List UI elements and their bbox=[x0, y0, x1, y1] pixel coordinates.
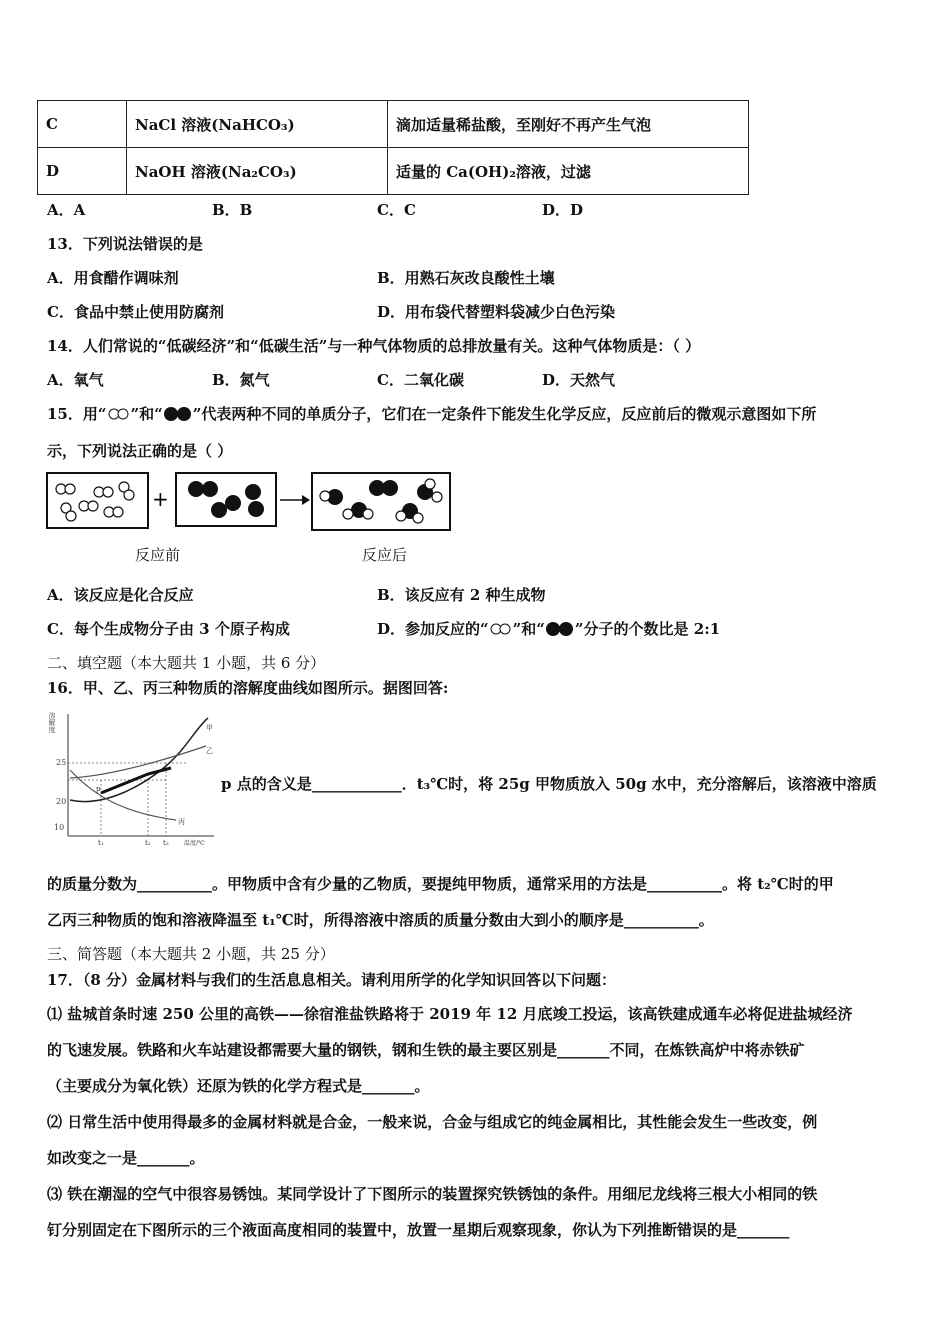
x-tick: t₂ bbox=[145, 839, 151, 847]
table-cell: 适量的 Ca(OH)₂溶液，过滤 bbox=[388, 148, 749, 195]
q13-option-a: A．用食醋作调味剂 bbox=[47, 269, 179, 287]
q13-option-b: B．用熟石灰改良酸性土壤 bbox=[377, 269, 555, 287]
black-molecule-icon bbox=[163, 406, 193, 422]
section-2-heading: 二、填空题（本大题共 1 小题，共 6 分） bbox=[47, 654, 326, 672]
q15-stem-line1: 15．用“ ”和“ ”代表两种不同的单质分子，它们在一定条件下能发生化学反应，反应前后的微观示意图如下所 bbox=[47, 405, 817, 423]
q12-option-a: A．A bbox=[47, 201, 86, 219]
plus-sign: + bbox=[152, 487, 169, 511]
label-before: 反应前 bbox=[135, 546, 181, 564]
q17-p3-line1: ⑶ 铁在潮湿的空气中很容易锈蚀。某同学设计了下图所示的装置探究铁锈蚀的条件。用细尼龙线将三根大小相同的铁 bbox=[47, 1185, 818, 1203]
curve-bold-segment bbox=[101, 768, 171, 793]
q17-p1-line3: （主要成分为氧化铁）还原为铁的化学方程式是_______。 bbox=[47, 1077, 430, 1095]
q15-option-c: C．每个生成物分子由 3 个原子构成 bbox=[47, 620, 290, 638]
solubility-chart bbox=[46, 708, 216, 848]
q17-p3-line2: 钉分别固定在下图所示的三个液面高度相同的装置中，放置一星期后观察现象，你认为下列推断错误的是_______ bbox=[47, 1221, 790, 1239]
q17-p2-line2: 如改变之一是_______。 bbox=[47, 1149, 205, 1167]
q17-p1-line1: ⑴ 盐城首条时速 250 公里的高铁——徐宿淮盐铁路将于 2019 年 12 月底竣工投运，该高铁建成通车必将促进盐城经济 bbox=[47, 1005, 853, 1023]
q13-stem: 13．下列说法错误的是 bbox=[47, 235, 203, 253]
q14-option-c: C．二氧化碳 bbox=[377, 371, 464, 389]
series-label: 甲 bbox=[206, 724, 213, 732]
label-after: 反应后 bbox=[362, 546, 408, 564]
q15-option-d: D．参加反应的“ ”和“ ”分子的个数比是 2:1 bbox=[377, 620, 721, 638]
black-molecule-icon bbox=[545, 621, 575, 637]
q16-line-b: 的质量分数为__________。甲物质中含有少量的乙物质，要提纯甲物质，通常采用的方法是__________。将 t₂℃时的甲 bbox=[47, 875, 834, 893]
white-molecule-icon bbox=[107, 407, 131, 421]
series-label: 丙 bbox=[178, 818, 185, 826]
q16-line-c: 乙丙三种物质的饱和溶液降温至 t₁℃时，所得溶液中溶质的质量分数由大到小的顺序是__________。 bbox=[47, 911, 714, 929]
table-cell: NaOH 溶液(Na₂CO₃) bbox=[127, 148, 388, 195]
q15-option-b: B．该反应有 2 种生成物 bbox=[377, 586, 546, 604]
y-tick: 10 bbox=[54, 823, 65, 832]
q14-option-d: D．天然气 bbox=[542, 371, 616, 389]
table-cell: C bbox=[38, 101, 127, 148]
q14-option-b: B．氮气 bbox=[212, 371, 270, 389]
table-cell: NaCl 溶液(NaHCO₃) bbox=[127, 101, 388, 148]
q14-stem: 14．人们常说的“低碳经济”和“低碳生活”与一种气体物质的总排放量有关。这种气体物质是：（ ） bbox=[47, 337, 701, 355]
before-box-white bbox=[47, 473, 148, 528]
section-3-heading: 三、简答题（本大题共 2 小题，共 25 分） bbox=[47, 945, 335, 963]
white-molecule-icon bbox=[489, 622, 513, 636]
y-tick: 25 bbox=[56, 758, 67, 767]
q17-p1-line2: 的飞速发展。铁路和火车站建设都需要大量的钢铁，钢和生铁的最主要区别是_______不同，在炼铁高炉中将赤铁矿 bbox=[47, 1041, 805, 1059]
q14-option-a: A．氧气 bbox=[47, 371, 104, 389]
q15-stem-line2: 示，下列说法正确的是（ ） bbox=[47, 442, 233, 460]
x-tick: t₁ bbox=[98, 839, 104, 847]
table-cell: 滴加适量稀盐酸，至刚好不再产生气泡 bbox=[388, 101, 749, 148]
q15-option-a: A．该反应是化合反应 bbox=[47, 586, 194, 604]
curve-bing bbox=[70, 770, 176, 820]
chart-ylabel: 溶解度 bbox=[48, 712, 56, 733]
q17-p2-line1: ⑵ 日常生活中使用得最多的金属材料就是合金，一般来说，合金与组成它的纯金属相比，其性能会发生一些改变，例 bbox=[47, 1113, 818, 1131]
q12-option-c: C．C bbox=[377, 201, 416, 219]
point-label: p bbox=[96, 785, 101, 793]
table-cell: D bbox=[38, 148, 127, 195]
curve-yi bbox=[70, 746, 206, 778]
table-row bbox=[38, 101, 749, 148]
reaction-diagram bbox=[46, 470, 456, 532]
chart-xlabel: 温度/℃ bbox=[184, 840, 205, 847]
q13-option-d: D．用布袋代替塑料袋减少白色污染 bbox=[377, 303, 616, 321]
q16-stem: 16．甲、乙、丙三种物质的溶解度曲线如图所示。据图回答: bbox=[47, 679, 449, 697]
q12-option-d: D．D bbox=[542, 201, 584, 219]
series-label: 乙 bbox=[206, 747, 213, 755]
q12-option-b: B．B bbox=[212, 201, 253, 219]
table-row bbox=[38, 148, 749, 195]
x-tick: t₃ bbox=[163, 839, 169, 847]
options-table bbox=[37, 100, 749, 195]
q13-option-c: C．食品中禁止使用防腐剂 bbox=[47, 303, 224, 321]
y-tick: 20 bbox=[56, 797, 67, 806]
q17-stem: 17．（8 分）金属材料与我们的生活息息相关。请利用所学的化学知识回答以下问题： bbox=[47, 971, 617, 989]
q16-line-a: p 点的含义是____________．t₃℃时，将 25g 甲物质放入 50g 水中，充分溶解后，该溶液中溶质 bbox=[221, 775, 877, 793]
